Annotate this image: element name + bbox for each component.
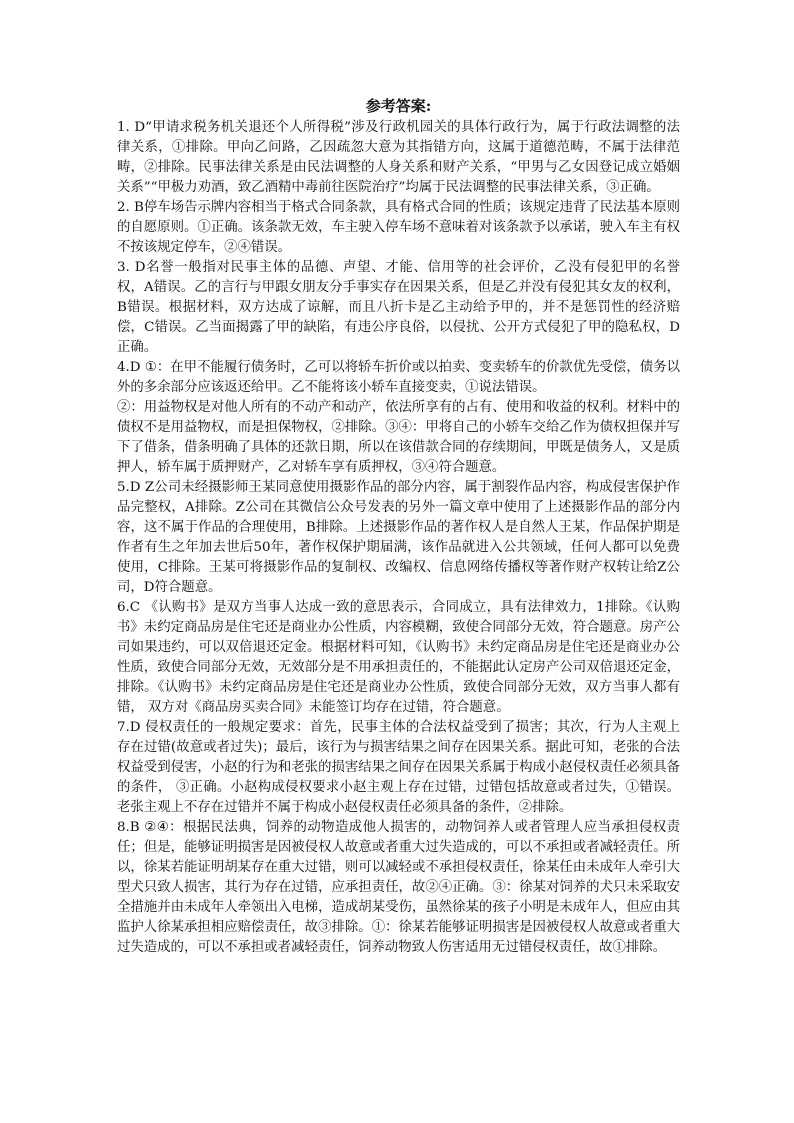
answer-5: 5.D Z公司未经摄影师王某同意使用摄影作品的部分内容，属于割裂作品内容，构成侵害保护作品完整权，A排除。Z公司在其微信公众号发表的另外一篇文章中使用了上述摄影作品的部分内容，这不属于作品的合理使用，B排除。上述摄影作品的著作权人是自然人王某，作品保护期是作者有生之年加去世后50年，著作权保护期届满，该作品就进入公共领域，任何人都可以免费使用，C排除。王某可将摄影作品的复制权、改编权、信息网络传播权等著作财产权转让给Z公司，D符合题意。 <box>117 480 680 595</box>
answer-4: 4.D ①：在甲不能履行债务时，乙可以将轿车折价或以拍卖、变卖轿车的价款优先受偿，债务以外的多余部分应该返还给甲。乙不能将该小轿车直接变卖，①说法错误。 <box>117 360 680 395</box>
answer-4-continued: ②：用益物权是对他人所有的不动产和动产，依法所享有的占有、使用和收益的权利。材料中的债权不是用益物权，而是担保物权，②排除。③④：甲将自己的小轿车交给乙作为债权担保并写下了借条，借条明确了具体的还款日期，所以在该借款合同的存续期间，甲既是债务人，又是质押人，轿车属于质押财产，乙对轿车享有质押权，③④符合题意。 <box>117 400 680 475</box>
page-title: 参考答案: <box>365 97 432 115</box>
answer-8: 8.B ②④：根据民法典，饲养的动物造成他人损害的，动物饲养人或者管理人应当承担侵权责任；但是，能够证明损害是因被侵权人故意或者重大过失造成的，可以不承担或者减轻责任。所以，徐某若能证明胡某存在重大过错，则可以减轻或不承担侵权责任，徐某任由未成年人牵引大型犬只致人损害，其行为存在过错，应承担责任，故②④正确。③：徐某对饲养的犬只未采取安全措施并由未成年人牵领出入电梯，造成胡某受伤，虽然徐某的孩子小明是未成年人，但应由其监护人徐某承担相应赔偿责任，故③排除。①：徐某若能够证明损害是因被侵权人故意或者重大过失造成的，可以不承担或者减轻责任，饲养动物致人伤害适用无过错侵权责任，故①排除。 <box>117 820 680 955</box>
answer-6: 6.C 《认购书》是双方当事人达成一致的意思表示，合同成立，具有法律效力，1排除。《认购书》未约定商品房是住宅还是商业办公性质，内容模糊，致使合同部分无效，符合题意。房产公司如果违约，可以双倍退还定金。根据材料可知，《认购书》未约定商品房是住宅还是商业办公性质，致使合同部分无效，无效部分是不用承担责任的，不能据此认定房产公司双倍退还定金，排除。《认购书》未约定商品房是住宅还是商业办公性质，致使合同部分无效，双方当事人都有错， 双方对《商品房买卖合同》未能签订均存在过错，符合题意。 <box>117 600 680 715</box>
answer-2: 2. B停车场告示牌内容相当于格式合同条款，具有格式合同的性质；该规定违背了民法基本原则的自愿原则。①正确。该条款无效，车主驶入停车场不意味着对该条款予以承诺，驶入车主有权不按该规定停车，②④错误。 <box>117 200 680 255</box>
answer-1: 1. D“甲请求税务机关退还个人所得税”涉及行政机园关的具体行政行为，属于行政法调整的法律关系，①排除。甲向乙问路，乙因疏忽大意为其指错方向，这属于道德范畴，不属于法律范畴，②排除。民事法律关系是由民法调整的人身关系和财产关系，“甲男与乙女因登记成立婚姻关系”“甲极力劝酒，致乙酒精中毒前往医院治疗”均属于民法调整的民事法律关系，③正确。 <box>117 120 680 195</box>
answer-sheet <box>117 96 680 958</box>
answer-7: 7.D 侵权责任的一般规定要求：首先，民事主体的合法权益受到了损害；其次，行为人主观上存在过错(故意或者过失)；最后，该行为与损害结果之间存在因果关系。据此可知，老张的合法权益受到侵害，小赵的行为和老张的损害结果之间存在因果关系属于构成小赵侵权责任必须具备的条件， ③正确。小赵构成侵权要求小赵主观上存在过错，过错包括故意或者过失，①错误。老张主观上不存在过错并不属于构成小赵侵权责任必须具备的条件，②排除。 <box>117 720 680 815</box>
answer-3: 3. D名誉一般指对民事主体的品德、声望、才能、信用等的社会评价，乙没有侵犯甲的名誉权，A错误。乙的言行与甲跟女朋友分手事实存在因果关系，但是乙并没有侵犯其女友的权利，B错误。根据材料，双方达成了谅解，而且八折卡是乙主动给予甲的，并不是惩罚性的经济赔偿，C错误。乙当面揭露了甲的缺陷，有违公序良俗，以侵扰、公开方式侵犯了甲的隐私权，D正确。 <box>117 260 680 355</box>
